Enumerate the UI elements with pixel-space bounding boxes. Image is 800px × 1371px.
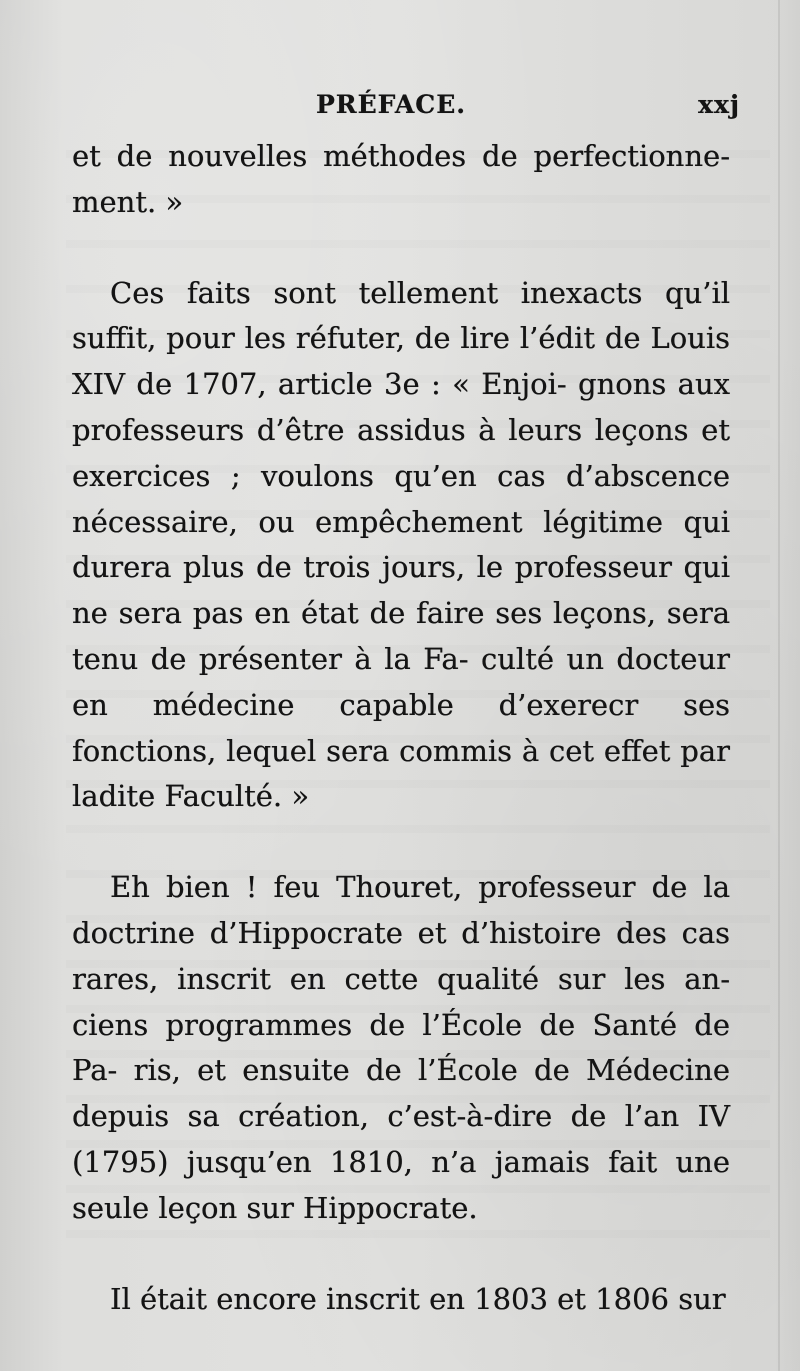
paragraph-4: Il était encore inscrit en 1803 et 1806 sur [110,1281,726,1316]
page-number: xxj [698,90,740,119]
paragraph-1: et de nouvelles méthodes de perfectionne- ment. » [72,139,730,219]
body-text [72,134,730,1322]
paragraph-3: Eh bien ! feu Thouret, professeur de la doctrine d’Hippocrate et d’histoire des cas rares, inscrit en cette qualité sur les an- ciens programmes de l’École de Santé de Pa- ris, et ensuite de l’École de Médecine depuis sa création, c’est-à-dire de l’an IV (1795) jusqu’en 1810, n’a jamais fait une seule leçon sur Hippocrate. [72,870,730,1225]
page-header [70,88,740,124]
paragraph-2: Ces faits sont tellement inexacts qu’il suffit, pour les réfuter, de lire l’édit de Louis XIV de 1707, article 3e : « Enjoi- gnons aux professeurs d’être assidus à leurs leçons et exercices ; voulons qu’en cas d’abscence nécessaire, ou empêchement légitime qui durera plus de trois jours, le professeur qui ne sera pas en état de faire ses leçons, sera tenu de présenter à la Fa- culté un docteur en médecine capable d’exerecr ses fonctions, lequel sera commis à cet effet par ladite Faculté. » [72,275,730,814]
running-title: PRÉFACE. [316,90,466,119]
page-edge-shade [774,0,800,1371]
